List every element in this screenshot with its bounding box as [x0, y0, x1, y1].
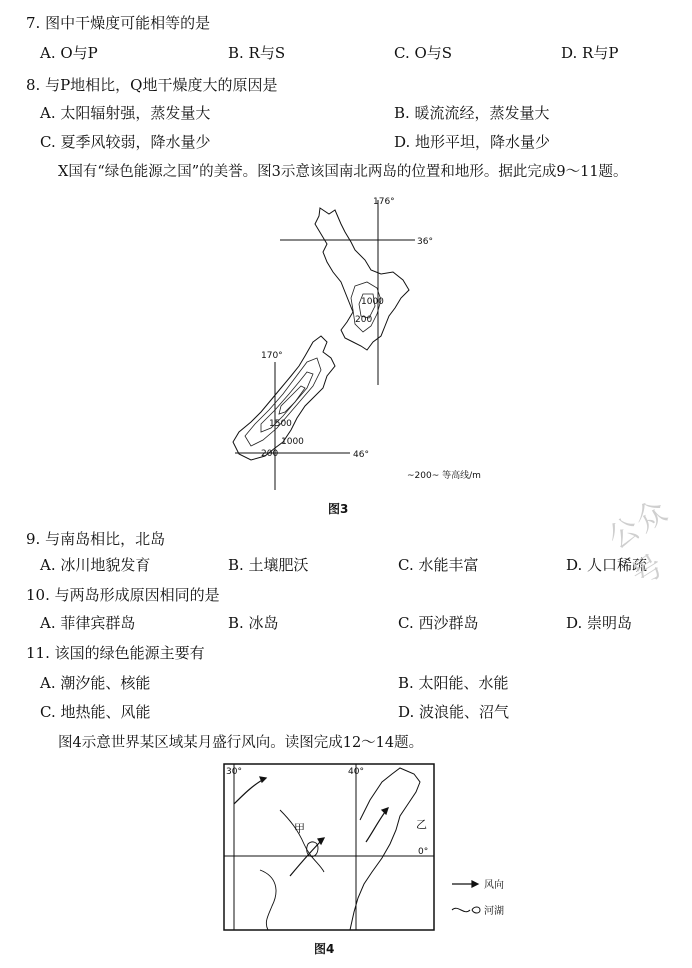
question-9-stem: 9. 与南岛相比，北岛 — [26, 530, 166, 548]
question-7-stem: 7. 图中干燥度可能相等的是 — [26, 14, 211, 32]
q9-option-a: A. 冰川地貌发育 — [40, 556, 151, 574]
wind-arrow-3 — [366, 808, 388, 842]
q10-option-b: B. 冰岛 — [228, 614, 279, 632]
label-200-south: 200 — [261, 449, 279, 459]
figure-3-legend: ~200~ 等高线/m — [407, 471, 481, 481]
watermark: 公众号 — [602, 492, 676, 594]
q9-option-b: B. 土壤肥沃 — [228, 556, 309, 574]
q8-option-a: A. 太阳辐射强，蒸发量大 — [40, 104, 211, 122]
label-46: 46° — [353, 450, 369, 460]
legend-wind-label: 风向 — [484, 880, 504, 891]
label-yi: 乙 — [416, 818, 427, 831]
wind-arrow-2 — [290, 838, 324, 876]
label-0: 0° — [418, 847, 429, 857]
wind-arrow-1 — [234, 777, 266, 804]
label-200-north: 200 — [355, 315, 373, 325]
q9-option-c: C. 水能丰富 — [398, 556, 479, 574]
label-1000-north: 1000 — [361, 297, 384, 307]
legend-river-label: 河湖 — [484, 906, 504, 917]
q11-option-d: D. 波浪能、沼气 — [398, 703, 510, 721]
figure-3-caption: 图3 — [328, 502, 349, 516]
north-island-outline — [315, 208, 409, 350]
figure-3-map — [195, 190, 525, 490]
label-36: 36° — [417, 237, 433, 247]
legend-wind-icon — [452, 881, 478, 887]
legend-river-icon — [452, 907, 480, 913]
q11-option-b: B. 太阳能、水能 — [398, 674, 509, 692]
q8-option-b: B. 暖流流经，蒸发量大 — [394, 104, 550, 122]
q9-option-d: D. 人口稀疏 — [566, 556, 648, 574]
label-40: 40° — [348, 767, 364, 777]
q7-option-c: C. O与S — [394, 44, 453, 62]
q10-option-c: C. 西沙群岛 — [398, 614, 479, 632]
figure-4-caption: 图4 — [314, 942, 335, 956]
q11-option-a: A. 潮汐能、核能 — [40, 674, 151, 692]
intro-figure-3: X国有“绿色能源之国”的美誉。图3示意该国南北两岛的位置和地形。据此完成9～11题。 — [58, 164, 628, 180]
q10-option-d: D. 崇明岛 — [566, 614, 633, 632]
label-1000-south: 1000 — [281, 437, 304, 447]
question-11-stem: 11. 该国的绿色能源主要有 — [26, 644, 205, 662]
q8-option-c: C. 夏季风较弱，降水量少 — [40, 133, 211, 151]
q8-option-d: D. 地形平坦，降水量少 — [394, 133, 551, 151]
label-170: 170° — [261, 351, 283, 361]
question-10-stem: 10. 与两岛形成原因相同的是 — [26, 586, 220, 604]
q7-option-a: A. O与P — [40, 44, 98, 62]
label-1500-south: 1500 — [269, 419, 292, 429]
q10-option-a: A. 菲律宾群岛 — [40, 614, 136, 632]
q11-option-c: C. 地热能、风能 — [40, 703, 151, 721]
question-8-stem: 8. 与P地相比，Q地干燥度大的原因是 — [26, 76, 278, 94]
intro-figure-4: 图4示意世界某区域某月盛行风向。读图完成12～14题。 — [58, 735, 424, 751]
label-30: 30° — [226, 767, 242, 777]
figure-4-map — [220, 760, 520, 935]
label-jia: 甲 — [294, 822, 305, 835]
q7-option-d: D. R与P — [561, 44, 619, 62]
label-176: 176° — [373, 197, 395, 207]
coastline — [350, 768, 420, 930]
river-2 — [260, 870, 276, 930]
q7-option-b: B. R与S — [228, 44, 286, 62]
figure-4-frame — [224, 764, 434, 930]
